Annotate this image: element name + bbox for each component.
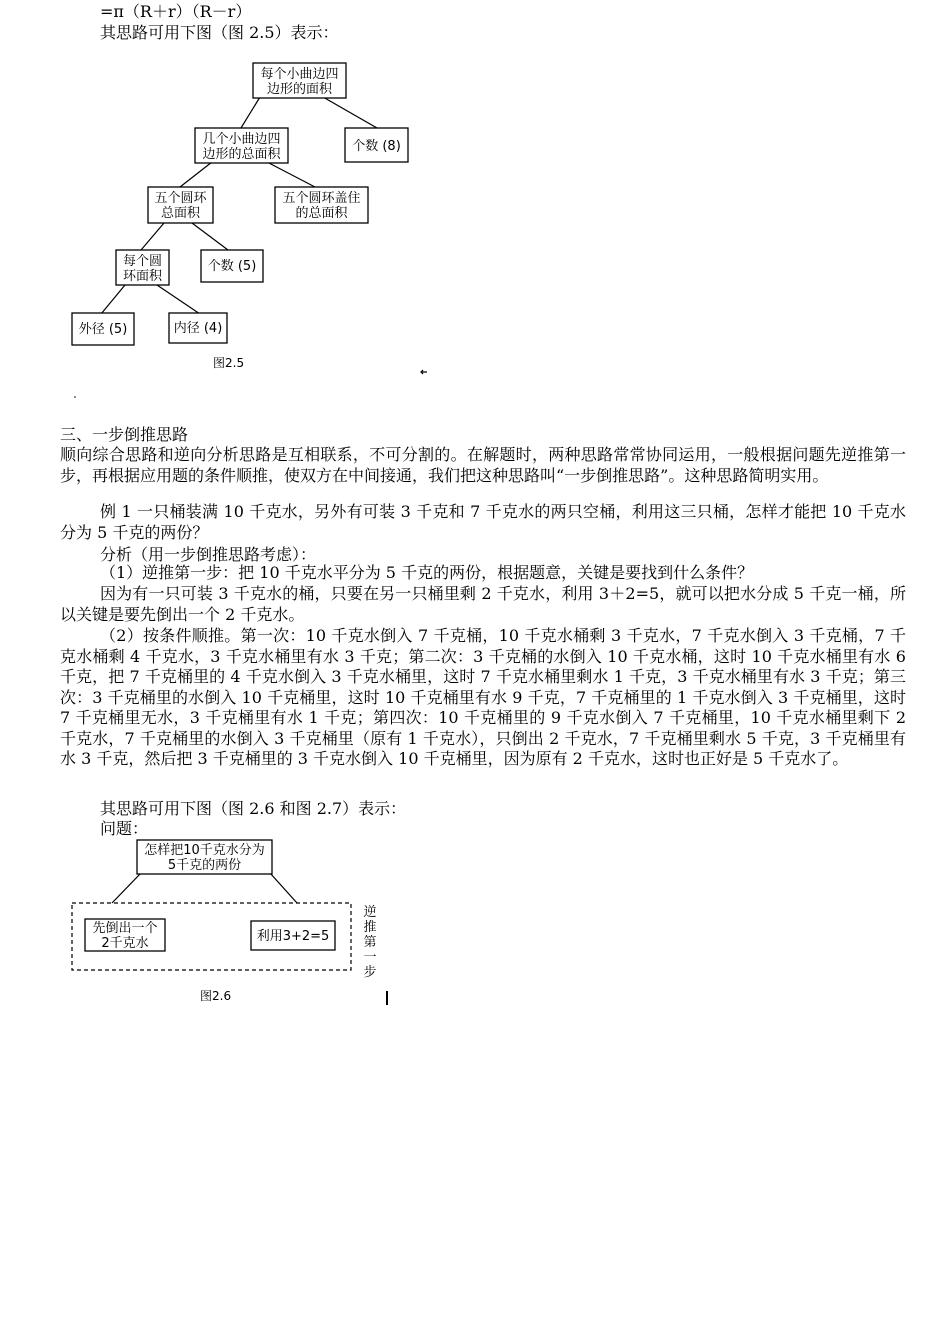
node-outer-label: 外径 (5)	[78, 322, 128, 337]
side-label-char: 推	[363, 920, 377, 935]
edge-eachring-inner	[157, 285, 200, 314]
fig25-intro: 其思路可用下图（图 2.5）表示：	[100, 23, 339, 42]
edge-mid-covered	[267, 162, 315, 187]
node-question	[137, 840, 272, 874]
node-each-ring-line2: 环面积	[122, 269, 163, 284]
side-label-char: 步	[363, 965, 377, 980]
side-label-char: 一	[363, 950, 377, 965]
step-1: （1）逆推第一步：把 10 千克水平分为 5 千克的两份，根据题意，关键是要找到什么条件？	[100, 563, 754, 582]
node-five-rings	[148, 187, 213, 223]
side-label-reverse-first-step	[363, 905, 376, 980]
node-pour-2kg-line2: 2千克水	[101, 936, 149, 951]
node-top-line2: 边形的面积	[266, 82, 333, 97]
side-label-char: 第	[363, 935, 377, 950]
edge-mid-fiverings	[180, 162, 212, 187]
node-mid-line1: 几个小曲边四	[202, 132, 281, 147]
step-2: （2）按条件顺推。第一次：10 千克水倒入 7 千克桶，10 千克水桶剩 3 千克水，7 千克水倒入 3 千克桶，7 千克水桶剩 4 千克水，3 千克水桶里有水 3 千克；第二次：3 千克桶的水倒入 10 千克水桶，这时 10 千克水桶里有水 6 千克，把 7 千克桶里的 4 千克水倒入 3 千克水桶里，这时 7 千克水桶里剩水 1 千克，3 千克水桶里有水 3 千克；第三次：3 千克桶里的水倒入 10 千克桶里，这时 10 千克桶里有水 9 千克，7 千克桶里的 1 千克水倒入 3 千克桶里，这时 7 千克桶里无水，3 千克桶里有水 1 千克；第四次：10 千克桶里的 9 千克水倒入 7 千克桶里，10 千克水桶里剩下 2 千克水，7 千克桶里的水倒入 3 千克桶里（原有 1 千克水），只倒出 2 千克水，7 千克桶里剩水 5 千克，3 千克桶里有水 3 千克，然后把 3 千克桶里的 3 千克水倒入 10 千克桶里，因为原有 2 千克水，这时也正好是 5 千克水了。	[60, 626, 906, 768]
formula-line: =π（R＋r）（R－r）	[100, 2, 252, 21]
node-use-3-plus-2	[251, 921, 335, 950]
section-heading: 三、一步倒推思路	[60, 425, 189, 444]
edge-fiverings-count5	[192, 223, 228, 250]
node-top-line1: 每个小曲边四	[260, 67, 339, 82]
node-question-line1: 怎样把10千克水分为	[144, 843, 265, 858]
stray-dot	[74, 396, 76, 398]
edge-top-count8	[323, 97, 377, 128]
node-five-rings-line1: 五个圆环	[154, 191, 207, 206]
edge-question-left	[112, 873, 141, 903]
edge-fiverings-eachring	[141, 223, 164, 250]
node-use-3-plus-2-label: 利用3+2=5	[256, 929, 330, 944]
edge-question-right	[270, 873, 297, 903]
node-covered	[275, 187, 368, 223]
edge-eachring-outer	[101, 285, 125, 314]
node-top	[253, 63, 346, 98]
node-pour-2kg-line1: 先倒出一个	[92, 921, 158, 936]
node-outer-diameter	[72, 313, 134, 345]
question-label: 问题：	[100, 819, 149, 838]
node-mid-line2: 边形的总面积	[202, 147, 281, 162]
node-five-rings-line2: 总面积	[160, 206, 201, 221]
figure-2-5-diagram	[0, 0, 950, 400]
example-1: 例 1 一只桶装满 10 千克水，另外有可装 3 千克和 7 千克水的两只空桶，利用这三只桶，怎样才能把 10 千克水分为 5 千克的两份？	[60, 502, 906, 542]
analysis-label: 分析（用一步倒推思路考虑）：	[100, 545, 317, 564]
node-covered-line1: 五个圆环盖住	[282, 191, 361, 206]
node-pour-2kg	[85, 919, 165, 951]
node-count5-label: 个数 (5)	[207, 259, 257, 274]
side-label-char: 逆	[363, 905, 377, 920]
edge-top-mid	[241, 97, 260, 128]
figure-2-6-diagram	[0, 830, 950, 1020]
node-question-line2: 5千克的两份	[167, 858, 242, 873]
node-each-ring	[116, 250, 169, 285]
node-count8-label: 个数 (8)	[352, 139, 401, 154]
node-mid	[195, 128, 288, 163]
node-inner-label: 内径 (4)	[173, 321, 223, 336]
fig25-caption: 图2.5	[213, 356, 245, 370]
node-inner-diameter	[169, 313, 227, 343]
node-each-ring-line1: 每个圆	[122, 254, 163, 269]
node-count5	[201, 250, 263, 282]
fig26-caption: 图2.6	[200, 989, 232, 1003]
node-covered-line2: 的总面积	[295, 206, 348, 221]
section-intro: 顺向综合思路和逆向分析思路是互相联系，不可分割的。在解题时，两种思路常常协同运用，一般根据问题先逆推第一步，再根据应用题的条件顺推，使双方在中间接通，我们把这种思路叫“一步倒推思路”。这种思路简明实用。	[60, 445, 906, 485]
stray-mark	[421, 370, 427, 374]
step-1-detail: 因为有一只可装 3 千克水的桶，只要在另一只桶里剩 2 千克水，利用 3＋2=5，就可以把水分成 5 千克一桶，所以关键是要先倒出一个 2 千克水。	[60, 584, 906, 624]
fig-intro-2: 其思路可用下图（图 2.6 和图 2.7）表示：	[100, 799, 407, 818]
node-count8	[345, 128, 408, 162]
